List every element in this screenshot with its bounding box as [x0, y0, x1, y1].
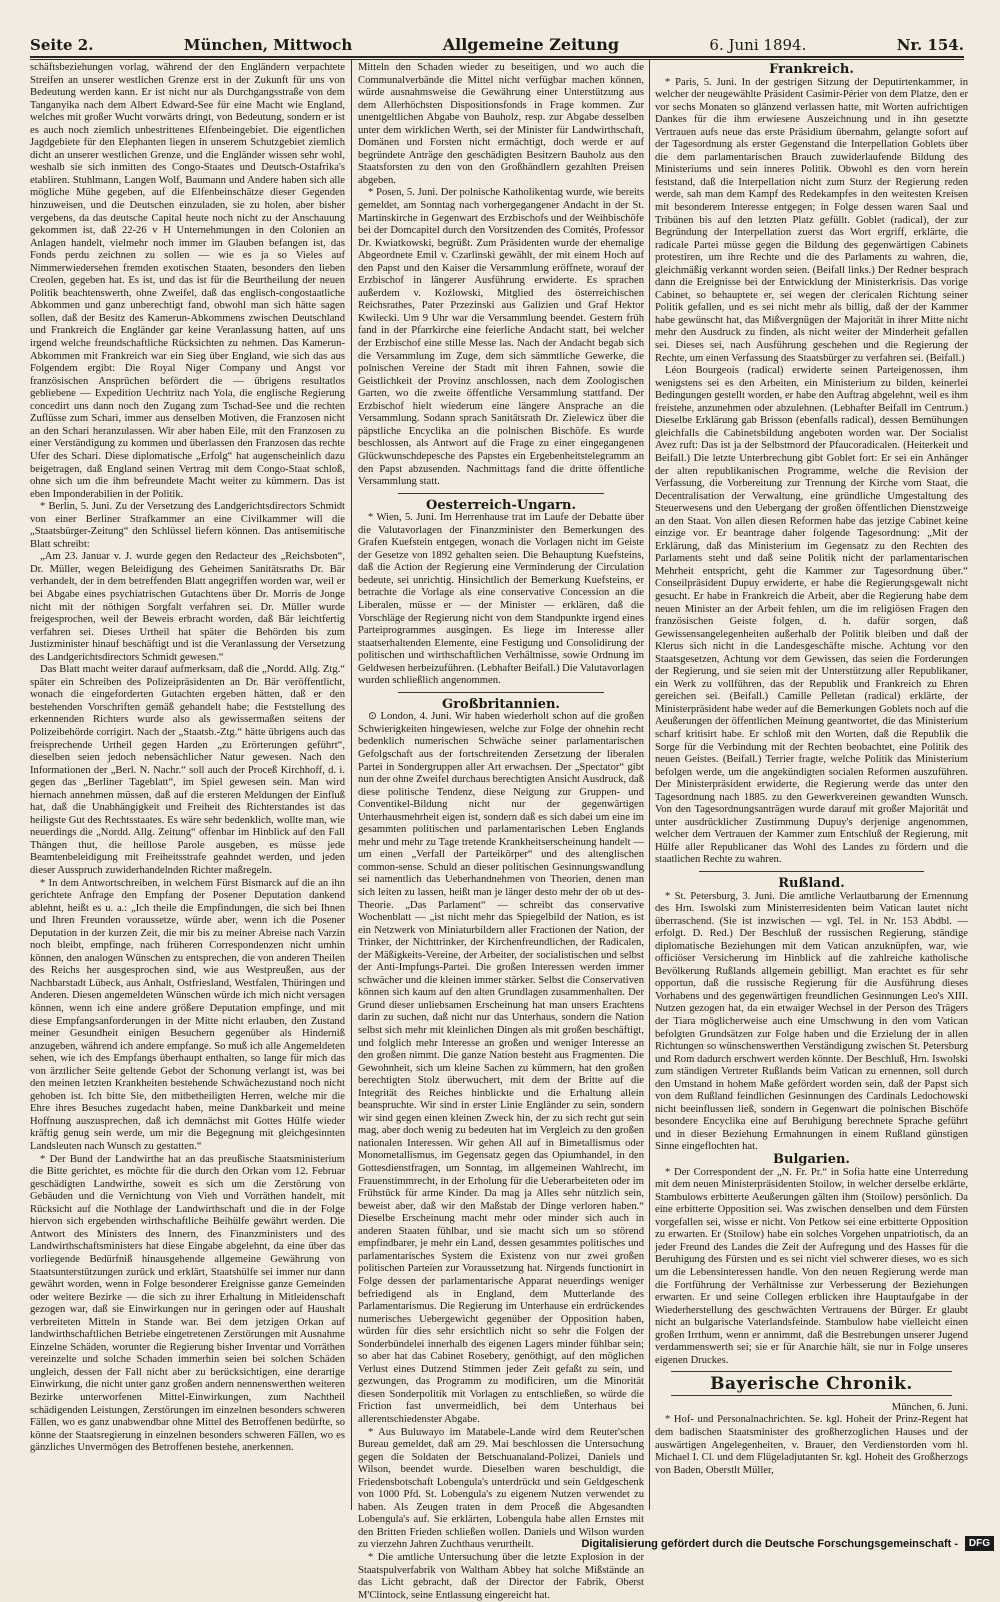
digitization-footer	[0, 1532, 1000, 1559]
article-paragraph: schäftsbeziehungen vorlag, während der den Engländern verpachtete Streifen an unserer westlichen Grenze erst in der Zukunft für uns von Bedeutung werden kann. Er ist nicht nur als Durchgangsstraße von dem Tanganyika nach dem Albert Edward-See für eine Macht wie England, welches mit großer Wucht vorwärts dringt, von Bedeutung, sondern er ist es auch noch ziemlich unbestrittenes Elfenbeingebiet. Die eigentlichen Jagdgebiete für den Elephanten liegen in unserem Schutzgebiet ziemlich dicht an unserer westlichen Grenze, und die Engländer wissen sehr wohl, weshalb sie sich inmitten des Congo-Staates und Deutsch-Ostafrika's etabliren. Stuhlmann, Langen Wolf, Baumann und Andere haben sich alle mögliche Mühe gegeben, auf die Elfenbeinschätze dieser Gegenden hinzuweisen, und die Deutschen einzuladen, sie zu holen, aber bisher vergebens, da das deutsche Capital heute noch nicht zu der Anschauung gekommen ist, daß 22-26 v H Unternehmungen in den Colonien an Anlagen handelt, vielmehr noch immer im Glauben befangen ist, das Fonds perdu zeichnen zu sollen — wie es ja so Vieles auf Nimmerwiedersehen fremden exotischen Staaten, besonders den lieben Creolen, gegeben hat. Es ist, und das ist für die Beurtheilung der neuen Politik beachtenswerth, ohne Zweifel, daß das englisch-congostaatliche Abkommen und ganz unberechtigt fand, obwohl man sich hätte sagen sollen, daß der Besitz des Kamerun-Abkommens zwischen Deutschland und Frankreich die Engländer gar keine Veranlassung hatten, auf uns irgend welche freundschaftliche Rücksichten zu nehmen. Das Kamerun-Abkommen mit Frankreich war ein Sieg über England, wie sich das aus Folgendem ergibt: Die Royal Niger Company und Angst vor französischen Ansprüchen befördert die — übrigens resultatlos gebliebene — Expedition Uechtritz nach Yola, die englische Regierung concedirt uns dann noch den Zugang zum Tschad-See und die rechten Zuflüsse zum Schari, immer aus denselben Motiven, die Franzosen nicht an den Schari heranzulassen. Wir aber haben Eile, mit den Franzosen zu einer Verständigung zu kommen und überlassen den Franzosen das rechte Ufer des Schari. Diese diplomatische „Erfolg“ hat augenscheinlich dazu beigetragen, daß England seinen Vertrag mit dem Congo-Staat schloß, ohne sich um die ihm befreundete Macht weiter zu kümmern. Das ist eben Imponderabilien in der Politik.	[30, 62, 345, 500]
article-paragraph: * Berlin, 5. Juni. Zu der Versetzung des Landgerichtsdirectors Schmidt von einer Berliner Strafkammer an eine Civilkammer will die „Staatsbürger-Zeitung“ den Schlüssel liefern können. Das antisemitische Blatt schreibt:	[30, 501, 345, 550]
header-rule	[30, 56, 964, 58]
article-paragraph: * Der Bund der Landwirthe hat an das preußische Staatsministerium die Bitte gerichtet, es möchte für die durch den Orkan vom 12. Februar geschädigten Landwirthe, soweit es sich um die Zerstörung von Gebäuden und die Vernichtung von Vieh und Vorräthen handelt, mit Rücksicht auf die Nothlage der Landwirthschaft und die in der Folge hiervon sich ergebenden wirthschaftliche Beihülfe gewährt werden. Die Antwort des Ministers des Innern, des Finanzministers und des Landwirthschaftsministers hat diese Eingabe abgelehnt, da eine über das vorliegende Bedürfniß hinausgehende allgemeine Gewährung von Staatsunterstützungen zurück und erklärt, Staatshülfe sei immer nur dann gewährt worden, wenn in Folge besonderer Ereignisse ganze Gemeinden oder weitere Bezirke — die sich zu ihrer Erhaltung in Mitleidenschaft gezogen war, daß sie Einwirkungen nur in geringen oder auf Haushalt verbreiteten Mitteln in Stande war. Bei dem jetzigen Orkan auf landwirthschaftlichen Betriebe eingetretenen Zerstörungen mit Ausnahme Einzelne Schäden, worunter die Regierung bisher Inventar und Vorräthen vereinzelte und solche Schaden immerhin seien bei solchen Schäden ungleich, dessen der Fall nicht aber zu berücksichtigen, eine derartige Einwirkung, die nicht unter ganz großen andern nennenswerthen weiteren Bezirke unterworfenen Mittel-Einwirkungen, zum Nachtheil schädigenden Leistungen, Zerstörungen im einzelnen besonders schweren Fällen, wo es ganz unabwendbar ohne Mittel des Betroffenen bedürfte, so könne der Staatsregierung in einzelnen besonders schweren Fällen, wo es gänzliches Unvermögen des Betroffenen bestehe, anerkennen.	[30, 1153, 345, 1454]
dfg-logo: DFG	[965, 1536, 994, 1551]
column-divider	[649, 60, 650, 1510]
newspaper-title: Allgemeine Zeitung	[442, 35, 620, 54]
section-rule	[398, 692, 604, 693]
section-heading-austria: Oesterreich-Ungarn.	[426, 497, 576, 513]
column-divider	[351, 60, 352, 1510]
issue-number: Nr. 154.	[896, 36, 964, 54]
article-paragraph: * In dem Antwortschreiben, in welchem Fürst Bismarck auf die an ihn gerichtete Anfrage den Empfang der Posener Deputation dankend ablehnt, heißt es u. a.: „Ich theile die Empfindungen, die sich bei Ihnen und Ihren Freunden voraussetze, würde aber, wenn ich die Posener Deputation in der kurzen Zeit, die mir bis zu meiner Abreise nach Varzin noch bleibt, empfinge, nach früheren Correspondenzen nicht umhin können, den analogen Wünschen zu entsprechen, die von anderen Theilen des Reichs her ausgesprochen sind, wie aus Westpreußen, aus der Nachbarstadt Lübeck, aus Anhalt, Ostfriesland, Westfalen, Thüringen und Anderen. Diesen angemeldeten Wünschen würde ich mich nicht versagen können, wenn ich eine andere größere Deputation empfinge, und mit diese Empfangsanforderungen in der Mitte nicht erlauben, den Zustand meiner Gesundheit einigen Besuchern gegenüber als Hinderniß anzugeben, während ich andere empfange. So muß ich alle Angemeldeten sehen, wie ich des Empfangs überhaupt enthalten, so lange für mich das von ärztlicher Seite geltende Gebot der Schonung verlangt ist, was bei den meinen letzten Krankheiten bestehende Schwächezustand noch nicht gehoben ist. Ich bitte Sie, den mitbetheiligten Herren, welche mir die Ehre ihres Besuches zugedacht haben, meine Dankbarkeit und meine Hoffnung auszusprechen, daß ich demnächst mit Gottes Hülfe wieder kräftig genug sein werde, um mir die Begegnung mit gleichgesinnten Landsleuten nach Wunsch zu gestatten.“	[30, 877, 345, 1153]
section-rule	[699, 871, 924, 872]
column-1	[30, 62, 345, 1507]
dateline: München, 6. Juni.	[891, 1401, 968, 1413]
article-paragraph: * St. Petersburg, 3. Juni. Die amtliche Verlautbarung der Ernennung des Hrn. Iswolski zum Ministerresidenten beim Vatican lautet nicht überraschend. (Sie ist inzwischen — vgl. Tel. in Nr. 153 Abdbl. — erfolgt. D. Red.) Der Beschluß der russischen Regierung, ständige diplomatische Beziehungen mit dem Vatican anzuknüpfen, war, wie officiöser Versicherung im Hinblick auf die zahlreiche katholische Bevölkerung Rußlands allgemein gebilligt. Man erachtet es für sehr opportun, daß die russische Regierung für die Ausführung dieses Vorhabens und des gegenwärtigen freundlichen Gesinnungen Leo's XIII. Nutzen gezogen hat, da ein etwaiger Wechsel in der Person des Trägers der Tiara möglicherweise auch eine Umschwung in den vom Vatican befolgten Grundsätzen zur Folge haben und die Erzielung der in allen Richtungen so wünschenswerthen Verständigung zwischen St. Petersburg und Rom dadurch erschwert werden könnte. Der Beschluß, Hrn. Iswolski zum ständigen Vertreter Rußlands beim Vatican zu ernennen, soll durch den Umstand in hohem Maße gefördert worden sein, daß der Papst sich von dem Rußland feindlichen Gesinnungen des Cardinals Ledochowski nicht beeinflussen ließ, sondern in Gegenwart die polnischen Bischöfe besondere Encyclika eine auf Beruhigung berechnete Sprache geführt und in dieser Beziehung Ermahnungen in einem Rußland günstigen Sinne eingeflochten hat.	[655, 890, 968, 1153]
column-2	[358, 62, 645, 1601]
page-number: Seite 2.	[30, 36, 94, 54]
article-quote: „Am 23. Januar v. J. wurde gegen den Redacteur des „Reichsboten“, Dr. Müller, wegen Beleidigung des Geheimen Sanitätsraths Dr. Bär verhandelt, der in dem betreffenden Blatt angegriffen worden war, weil er bei Abgabe eines psychiatrischen Gutachtens über Dr. Morris de Jonge nicht mit der nöthigen Sorgfalt verfahren sei. Dr. Müller wurde freigesprochen, weil der Beweis erbracht worden, daß Bär leichtfertig verfahren sei. Dieses Urtheil hat später die Behörden bis zum Justizminister hinauf beschäftigt und ist die Veranlassung der Versetzung des Landgerichtsdirectors Schmidt gewesen.“	[30, 551, 345, 663]
issue-date: 6. Juni 1894.	[709, 36, 807, 54]
section-heading-russia: Rußland.	[778, 876, 845, 891]
header-rule-thin	[30, 59, 964, 60]
article-paragraph: * Aus Buluwayo im Matabele-Lande wird dem Reuter'schen Bureau gemeldet, daß am 29. Mai beschlossen die Untersuchung gegen die Soldaten der Betschuanaland-Polizei, Daniels und Wilson, beendet wurde. Dieselben waren beschuldigt, die Friedensbotschaft Lobengula's unterdrückt und sein Geldgeschenk von 1000 Pfd. St. Lobengula's zu eigenem Nutzen verwendet zu haben. Als Zeugen traten in dem Proceß die Abgesandten Lobengula's auf. Sie erklärten, Lobengula habe allen Ernstes mit den Britten Frieden schließen wollen. Daniels und Wilson wurden zu vierzehn Jahren Zuchthaus verurtheilt.	[358, 1426, 644, 1551]
article-paragraph: Mitteln den Schaden wieder zu beseitigen, und wo auch die Communalverbände die Mittel nicht verfügbar machen können, würde ausnahmsweise die Gewährung einer Unterstützung aus dem Allerhöchsten Dispositionsfonds in Frage kommen. Zur unentgeltlichen Abgabe von Bauholz, resp. zur Abgabe desselben unter dem wirklichen Werth, sei der Minister für Landwirthschaft, Domänen und Forsten nicht ermächtigt, doch werde er auf begründete Anträge den geschädigten Besitzern Bauholz aus den Staatsforsten zu den von den Großhändlern gezahlten Preisen abgeben.	[358, 62, 644, 186]
place-date: München, Mittwoch	[183, 36, 353, 54]
article-paragraph: * Posen, 5. Juni. Der polnische Katholikentag wurde, wie bereits gemeldet, am Sonntag nach vorhergegangener Andacht in der St. Martinskirche in Gegenwart des Erzbischofs und der Weihbischöfe bei der Domcapitel durch den Vorsitzenden des Comités, Professor Dr. Kwiatkowski, begrüßt. Zum Präsidenten wurde der ehemalige Abgeordnete Emil v. Czarlinski gewählt, der mit einem Hoch auf den Papst und den Kaiser die Versammlung eröffnete, worauf der Erzbischof in längerer Ausführung erwiderte. Es sprachen außerdem v. Koźlowski, Mitglied des österreichischen Reichsrathes, Pater Przezinski aus Galizien und Graf Hektor Kwilecki. Um 9 Uhr war die Versammlung beendet. Gestern früh fand in der Pfarrkirche eine feierliche Andacht statt, bei welcher der Erzbischof eine stille Messe las. Nach der Andacht begab sich die Versammlung im Zuge, dem sich sämmtliche Gewerke, die polnischen Vereine der Stadt mit ihren Fahnen, sowie die Geistlichkeit der Provinz anschlossen, nach dem Zoologischen Garten, wo die zweite öffentliche Versammlung stattfand. Der Erzbischof hielt wiederum eine längere Ansprache an die Versammlung. Sodann sprach Sanitätsrath Dr. Zielewicz über die päpstliche Encyclika an die polnischen Bischöfe. Es wurde beschlossen, als Antwort auf die Frage zu einer eingegangenen Glückwunschdepesche des Papstes ein Ergebenheitstelegramm an den Papst abzusenden. Nachmittags fand die dritte öffentliche Versammlung statt.	[358, 187, 644, 488]
article-paragraph: * Hof- und Personalnachrichten. Se. kgl. Hoheit der Prinz-Regent hat dem badischen Staatsminister des großherzoglichen Hauses und der auswärtigen Angelegenheiten, v. Brauer, den Verdienstorden vom hl. Michael I. Cl. und dem Flügeladjutanten Sr. kgl. Hoheit des Großherzogs von Baden, Oberstlt Müller,	[655, 1414, 968, 1476]
article-paragraph: Das Blatt macht weiter darauf aufmerksam, daß die „Nordd. Allg. Ztg.“ später ein Schreiben des Polizeipräsidenten an Dr. Bär veröffentlicht, wonach die eingeforderten Gutachten ergeben hätten, daß er den bestehenden Vorschriften gemäß gehandelt habe; die Feststellung des erkennenden Richters wurde also als gewissermaßen seitens der Polizeibehörde corrigirt. Nach der „Staatsb.-Ztg.“ hätte übrigens auch das freisprechende Urtheil gegen Harden „zu Erörterungen geführt“, dieselben seien jedoch nebensächlicher Natur gewesen. Nach den Informationen der „Berl. N. Nachr.“ soll auch der Proceß Kirchhoff, d. i. gegen das „Berliner Tageblatt“, im Spiel gewesen sein. Man wird hiernach annehmen müssen, daß auf die ersteren Meldungen der Einfluß hat, daß die Unabhängigkeit und Freiheit des Richterstandes ist das heiligste Gut des Rechtsstaates. Es wäre sehr bedenklich, wollte man, wie neuerdings die „Nordd. Allg. Zeitung“ offenbar im Hinblick auf den Fall Thängen thut, die heillose Parole ausgeben, es müsse jede Beamtenbeleidigung mit Freiheitsstrafe geahndet werden, und jeden dieser Ausspruch zuwiderhandelnden Richter maßregeln.	[30, 664, 345, 876]
section-rule	[671, 1371, 953, 1372]
section-heading-france: Frankreich.	[769, 62, 854, 77]
column-3	[655, 62, 968, 1507]
article-paragraph: * Die amtliche Untersuchung über die letzte Explosion in der Staatspulverfabrik von Waltham Abbey hat solche Mißstände an das Licht gebracht, daß der Director der Fabrik, Oberst M'Clintock, seine Entlassung eingereicht hat.	[358, 1551, 644, 1601]
article-paragraph: Léon Bourgeois (radical) erwiderte seinen Parteigenossen, ihm wenigstens sei es den Arbeiten, ein Ministerium zu bilden, keinerlei Bedingungen gestellt worden, er habe den Auftrag abgelehnt, weil es ihm freistehe, anzunehmen oder abzulehnen. (Lebhafter Beifall im Centrum.) Dieselbe Erklärung gab Brisson (ebenfalls radical), dessen Bemühungen gleichfalls die Cabinetsbildung angeboten worden war. Der Socialist Avez ruft: Das ist ja der Selbstmord der Pfaucoradicalen. (Heiterkeit und Beifall.) Die letzte Unterbrechung gibt Goblet fort: Er sei ein Anhänger der alten republikanischen Programme, welche die Revision der Verfassung, die Vorbereitung zur Trennung der Kirche vom Staat, die Decentralisation der Verwaltung, eine gründliche Umgestaltung des Steuerwesens und den Uebergang der großen öffentlichen Dienstzweige an den Staat. Von allen diesen Reformen habe das jetzige Cabinet keine einzige vor. Er beantrage daher folgende Tagesordnung: „Mit der Erklärung, daß das Ministerium im Gegensatz zu den Rechten des Parlaments steht und daß seine Politik nicht der parlamentarischen Mehrheit entspricht, geht die Kammer zur Tagesordnung über.“ Conseilpräsident Dupuy erwiderte, er habe die Regierungsgewalt nicht gesucht. Er habe in Frankreich die Arbeit, aber die Regierung habe dem neuen Minister an der Arbeit fehlen, um die im religiösen Fragen den französischen Geiste folgen, d. h. dafür sorgen, daß Gewissensangelegenheiten außerhalb der Politik bleiben und daß der Klerus sich nicht in die Landesgeschäfte mische. Achtung vor den Staatsgesetzen, Achtung vor dem Gewissen, das seien die Forderungen der Regierung, und sie seien mit der Unterstützung aller Republikaner, ein Werk zu vollführen, das der Republik und Frankreich zu Ehren gereichen sei. (Beifall.) Camille Pelletan (radical) erklärte, der Ministerpräsident habe weder auf die Bemerkungen Goblets noch auf die Aeußerungen der öffentlichen Meinung geantwortet, die das Ministerium scharf kritisirt habe. Er schloß mit den Worten, daß die Republik die Sorge für die Verbindung mit der Rechten beobachtet, eine Politik des neuen Geistes. (Beifall.) Terrier fragte, welche Politik das Ministerium befolgen werde, um die angekündigten socialen Reformen auszuführen. Der Ministerpräsident erwiderte, die Regierung werde das unter den Tagesordnung nach 1885. zu den Gewerkvereinen gewandten Wunsch. Von den Tagesordnungsanträgen wurde darauf mit großer Majorität und unter ausdrücklicher Zustimmung Dupuy's derjenige angenommen, welcher dem Vertrauen der Kammer zum Entschluß der Regierung, mit Hülfe aller Republicaner das Wohl des Landes zu fördern und die staatlichen Rechte zu wahren.	[655, 365, 968, 866]
article-paragraph: * Paris, 5. Juni. In der gestrigen Sitzung der Deputirtenkammer, in welcher der neugewählte Präsident Casimir-Périer von dem Platze, den er vor sechs Monaten so glänzend verlassen hatte, mit Worten aufrichtigen Dankes für die ihm erwiesene Auszeichnung und in ihn gesetzte Vertrauen aufs neue das erste Präsidium übernahm, gelangte sofort auf der Tagesordnung als erster Gegenstand die Interpellation Goblets über die dem parlamentarischen Brauch zuwiderlaufende Bildung des Ministeriums und sein inneres Politik. Obwohl es den vorn herein feststand, daß die Interpellation nicht zum Sturz der Regierung reden werde, sah man dem Kampf des Redekampfes in den weitesten Kreisen mit besonderem Interesse entgegen; in Folge dessen waren Saal und Tribünen bis auf den letzten Platz gefüllt. Goblet (radical), der zur Begründung der Interpellation zuerst das Wort ergriff, erklärte, die radicale Partei müsse gegen die Bildung des gegenwärtigen Cabinets protestiren, um ihre Rechte und die des Parlaments zu wahren, die, gleichmäßig verkannt worden seien. (Beifall links.) Der Redner besprach dann die Ereignisse bei der Entwicklung der Ministerkrisis. Das vorige Cabinet, so behauptete er, sei wegen der clericalen Richtung seiner Politik gefallen, und es sei nicht mehr als billig, daß der der Kammer habe gewünscht hat, das Mißvergnügen der Majorität in ihrer Mitte nicht mehr den Ausdruck zu finden, als nicht weiter der Minderheit gefallen sei. Dieses sei, nach Ausführung geschehen und die Regierung der Rechte, um einen Verfassung des Staatsbürger zu verfahren sei. (Beifall.)	[655, 76, 968, 364]
section-heading-bulgaria: Bulgarien.	[773, 1152, 850, 1168]
section-rule	[671, 1395, 953, 1396]
section-rule	[398, 493, 604, 494]
article-paragraph: ⊙ London, 4. Juni. Wir haben wiederholt schon auf die großen Schwierigkeiten hingewiesen, welche zur Folge der ohnehin recht bedenklich numerischen Schwäche seiner parlamentarischen Gefolgschaft aus der fortschreitenden Zersetzung der liberalen Partei in Sondergruppen aller Art erwachsen. Der „Spectator“ gibt nun der ohne Zweifel durchaus berechtigten Ansicht Ausdruck, daß diese politische Tendenz, diese Neigung zur Gruppen- und Conventikel-Bildung nicht nur der gegenwärtigen Unterhausmehrheit eigen ist, sondern daß es sich dabei um eine im gesammten politischen und parlamentarischen Leben Englands mehr und mehr zu Tage tretende Krankheitserscheinung handelt — um einen „Verfall der Parteikörper“ und des altenglischen common-sense. Schuld an dieser politischen Gesinnungswandlung sei namentlich das Ueberhandnehmen von Theorien, denen man sich leiten zu lassen, heißt man je länger desto mehr der ob ut des-Theorie. „Das Parlament“ — schreibt das conservative Wochenblatt — „ist nicht mehr das Spiegelbild der Nation, es ist ein Netzwerk von Miniaturbildern aller Fractionen der Nation, der Trinker, der Nichttrinker, der Kirchenfreundlichen, der Radicalen, der Mäßigkeits-Vereine, der Arbeiter, der socialistischen und selbst der Anti-Impfungs-Partei. Die großen Interessen werden immer schwächer und die kleinen immer stärker. Selbst die Conservativen können sich kaum auf den alten Grundlagen zusammenhalten. Der Grund dieser unliebsamen Erscheinung hat man unsers Erachtens darin zu suchen, daß nicht nur das Unterhaus, sondern die Nation selbst sich mehr mit kleinlichen Dingen als mit großen beschäftigt, und folglich mehr Interesse an großen und weniger Interesse an den großen nimmt. Die ganze Nation besteht aus Fragmenten. Die Gewohnheit, sich um kleine Sachen zu kümmern, hat den großen berechtigten Stolz überwuchert, mit dem der Britte auf die Integrität des Reiches hinblickte und die Erhaltung allein beanspruchte. Wir sind in erster Linie Engländer zu sein, sondern wir sind gegen einen kleinen Zweck hin, der zu sich recht gut sein mag, aber doch wenig zu bedeuten hat im Vergleich zu den großen nationalen Interessen. Wir gehen All auf in Bimetallismus oder Monometallismus, im Gegensatz gegen das Opiumhandel, in den Gottesdienstfragen, um Sonntag, im allgemeinen Wahlrecht, im Frauenstimmrecht, in der Erholung für die Ueberarbeiteten oder im Frühstück für arme Kinder. Da mag ja Alles sehr nützlich sein, beweist aber, daß wir den Maßstab der Dinge verloren haben.“ Dieselbe Erscheinung macht mehr oder minder sich auch in anderen Staaten fühlbar, und sie macht sich um so störend empfindbarer, je mehr ein Land, dessen gesammtes politisches und parlamentarisches System die Existenz von nur zwei großen politischen Parteien zur Voraussetzung hat. Nirgends functionirt in Folge dessen der parlamentarische Apparat neuerdings weniger befriedigend als in England, dem Mutterlande des Parlamentarismus. Die Regierung im Unterhause ein erdrückendes numerisches Uebergewicht gegenüber der Opposition haben, würden für dies sehr ersichtlich nicht so sehr die Folgen der Sonderbündelei innerhalb des eigenen Lagers minder fühlbar sein; so aber hat das Cabinet Rosebery, genöthigt, auf den möglichen Verlust eines Dutzend Stimmen jeder Zeit gefaßt zu sein, und gezwungen, das Programm zu modificiren, um die Minorität diesen Sonderpolitik mit Vorlagen zu entschließen, so würde die Friction fast unvermeidlich, bei dem Unterhaus bei allerentschiedenster Abgabe.	[358, 711, 644, 1425]
section-heading-bavarian-chronicle: Bayerische Chronik.	[710, 1374, 913, 1395]
footer-credit: Digitalisierung gefördert durch die Deutsche Forschungsgemeinschaft -	[581, 1538, 958, 1550]
article-paragraph: * Der Correspondent der „N. Fr. Pr.“ in Sofia hatte eine Unterredung mit dem neuen Ministerpräsidenten Stoilow, in welcher derselbe erklärte, Stambulows erbitterte Aeußerungen gälten ihm (Stoilow) persönlich. Da eine erbitterte Opposition sei. Was zwischen denselben und dem Fürsten vorgefallen sei, wisse er nicht. Von Petkow sei eine erbitterte Opposition zu erwarten. Er (Stoilow) habe ein solches Vorgehen unpatriotisch, da an jeder Freund des Landes die Zeit der Aufregung und des Hasses für die Beruhigung des Fürsten und es sei nicht viel schwerer dieses, wo es sich um die Lebensinteressen handle. Von den neuen Regierung werde man die Fortführung der Verhältnisse zur Verbesserung der Beziehungen erwarten. Er und seine Collegen erblicken ihre Hauptaufgabe in der Wiederherstellung des geschwächten Vertrauens der Bürger. Er glaubt nicht an bulgarische Vaterlandsfeinde. Stambulow habe vielleicht einen großen Irrthum, wenn er annimmt, daß die Bestrebungen unserer Jugend verdammenswerth sei; sie er für Anarchie hält, sie nur in Folge unseres eigenen Druckes.	[655, 1166, 968, 1366]
page-header	[30, 28, 964, 54]
section-heading-britain: Großbritannien.	[442, 696, 560, 712]
article-paragraph: * Wien, 5. Juni. Im Herrenhause trat im Laufe der Debatte über die Valutavorlagen der Finanzminister den Bemerkungen des Grafen Kuefstein entgegen, wonach die Vorlagen nicht im Geiste der Gesetze von 1892 gehalten seien. Die Behauptung Kuefsteins, daß die Action der Regierung eine Verminderung der Circulation bedeute, sei unrichtig. Hinsichtlich der Bemerkung Kuefsteins, er betrachte die Vorlage als eine conservative Concession an die Liberalen, müsse er — der Minister — erklären, daß die Vorschläge der Regierung nicht von dem Standpunkte irgend eines Parteiprogrammes ausgingen. Es liege im Interesse aller staatserhaltenden Elemente, eine Festigung und Consolidirung der politischen und wirthschaftlichen Verhältnisse, sowie Ordnung im Geldwesen herbeizuführen. (Lebhafter Beifall.) Die Valutavorlagen wurden schließlich angenommen.	[358, 512, 645, 687]
